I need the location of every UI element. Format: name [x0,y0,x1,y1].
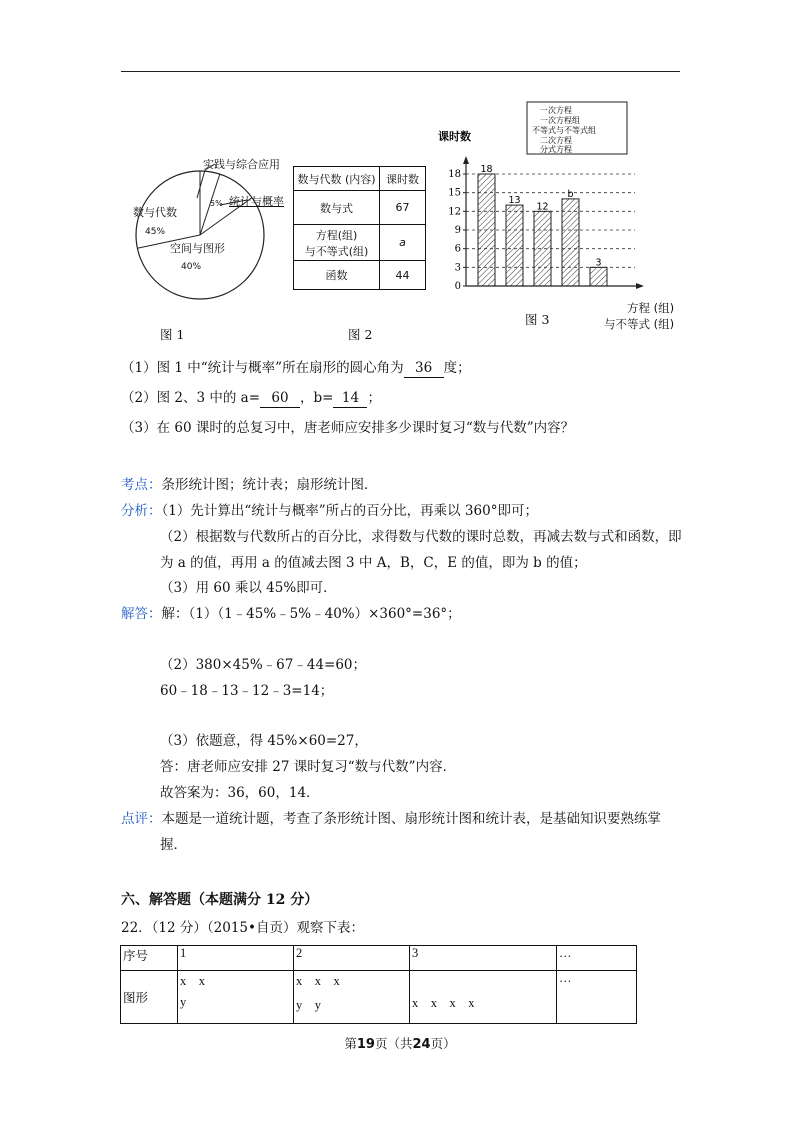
dianping [121,810,661,828]
t22-r2-c2-line2: y y [296,998,322,1012]
bar [562,199,579,286]
dianping-2: 握． [160,837,187,853]
fenxi-label: 分析： [121,503,162,519]
legend-item-5: 分式方程 [540,145,572,154]
q2-a-answer: 60 [260,389,300,408]
pie-label-tongji: 统计与概率 [229,195,284,208]
footer-total-pages: 24 [412,1037,431,1052]
t22-r2-c1-line2: y [180,995,187,1009]
fig2-header-content: 数与代数 (内容) [294,167,380,191]
footer-page-number: 19 [356,1037,375,1052]
chart-xlabel-line1: 方程 (组) [627,301,675,315]
fenxi-1: （1）先计算出“统计与概率”所占的百分比，再乘以 360°即可； [161,503,538,519]
legend-item-4: 二次方程 [540,136,572,145]
t22-r1-label: 序号 [121,946,178,971]
fig2-row3-content: 函数 [294,261,380,290]
legend-item-3: 不等式与不等式组 [532,126,596,135]
bar [506,205,523,286]
jieda-3b: 答：唐老师应安排 27 课时复习“数与代数”内容． [160,759,457,775]
question-2 [121,389,381,408]
jieda [121,605,461,623]
fig2-row2-line1: 方程(组) [315,228,358,242]
fig2-row2-content [294,225,380,261]
fig2-row2-hours: a [380,225,426,261]
legend-item-2: 一次方程组 [540,116,580,125]
pie-pct-kongjian: 40% [181,262,202,272]
t22-r2-c1 [178,971,294,1024]
kaodian-label: 考点： [121,477,162,493]
y-tick-label: 15 [448,187,461,199]
y-tick-label: 6 [454,243,461,255]
fenxi-3: （3）用 60 乘以 45%即可． [160,580,337,596]
kaodian-text: 条形统计图；统计表；扇形统计图． [161,477,378,493]
t22-r1-c4: … [557,946,637,971]
t22-r2-label: 图形 [121,971,178,1024]
t22-r2-c3 [410,971,557,1024]
footer-mid: 页（共 [374,1036,413,1051]
pie-label-kongjian: 空间与图形 [170,242,225,255]
fig2-row3-hours: 44 [380,261,426,290]
t22-r2-c1-line1: x x [180,974,206,988]
question-3: （3）在 60 课时的总复习中，唐老师应安排多少课时复习“数与代数”内容？ [121,420,575,436]
jieda-final: 故答案为：36，60，14． [160,785,320,801]
fig3-caption: 图 3 [525,312,550,327]
t22-r2-c2-line1: x x x [296,974,340,988]
q1-pre: （1）图 1 中“统计与概率”所在扇形的圆心角为 [121,360,404,376]
question-1 [121,359,471,378]
bar-value-label: 18 [480,164,493,175]
y-tick-label: 9 [454,225,461,236]
dianping-label: 点评： [121,811,162,827]
t22-r2-c2 [294,971,410,1024]
pie-label-shijian: 实践与综合应用 [203,158,280,171]
bar-value-label: 3 [595,257,602,269]
dianping-1: 本题是一道统计题，考查了条形统计图、扇形统计图和统计表，是基础知识要熟练掌 [161,811,661,827]
page-footer [0,1034,800,1052]
t22-r1-c2: 2 [294,946,410,971]
y-tick-label: 3 [454,262,461,274]
t22-r2-c4: … [557,971,637,1024]
t22-r2-c3-line1 [412,971,554,987]
bar-value-label: 12 [536,201,549,213]
legend-item-1: 一次方程 [540,106,572,115]
t22-r1-c1: 1 [178,946,294,971]
jieda-label: 解答： [121,606,162,622]
chart-ylabel: 课时数 [438,130,471,143]
y-axis-arrow [463,156,469,164]
header-rule [121,71,680,72]
fig2-row2-line2: 与不等式(组) [304,244,369,258]
fig2-caption: 图 2 [348,327,373,342]
t22-r1-c3: 3 [410,946,557,971]
bar-value-label: b [567,188,574,200]
fenxi [121,502,538,520]
pie-pct-shuyudaishu: 45% [145,227,166,237]
fig2-row1-hours: 67 [380,191,426,225]
q1-answer: 36 [404,359,444,378]
q2-pre: （2）图 2、3 中的 a= [121,390,261,406]
bar-value-label: 13 [508,195,521,207]
fig1-caption: 图 1 [160,327,185,342]
bar [534,211,551,286]
table-22 [120,945,637,1024]
chart-xlabel [604,300,675,332]
fig2-table [293,166,426,290]
pie-label-shuyudaishu: 数与代数 [133,206,177,219]
t22-r2-c3-line2: x x x x [412,996,475,1010]
question-22: 22．（12 分）（2015•自贡）观察下表： [121,920,364,936]
chart-legend [527,102,627,154]
fig2-header-hours: 课时数 [380,167,426,191]
footer-post: 页） [430,1036,456,1051]
jieda-3a: （3）依题意，得 45%×60=27， [160,733,368,749]
y-tick-label: 12 [448,206,461,218]
bar [478,174,495,286]
jieda-2a: （2）380×45%﹣67﹣44=60； [160,657,367,673]
q2-mid: ，b= [300,390,334,406]
kaodian [121,476,378,494]
footer-pre: 第 [344,1036,357,1051]
jieda-1: 解：（1）（1﹣45%﹣5%﹣40%）×360°=36°； [161,606,461,622]
chart-xlabel-line2: 与不等式 (组) [604,317,675,331]
x-axis-arrow [636,283,644,289]
q2-post: ； [367,390,381,406]
fenxi-2a: （2）根据数与代数所占的百分比，求得数与代数的课时总数，再减去数与式和函数，即 [160,529,682,545]
q1-post: 度； [443,360,471,376]
bar [590,267,607,286]
pie-pct-shijian: 5% [210,199,223,208]
q2-b-answer: 14 [333,389,367,408]
fig2-row1-content: 数与式 [294,191,380,225]
section-6-title: 六、解答题（本题满分 12 分） [121,892,319,908]
jieda-2b: 60﹣18﹣13﹣12﹣3=14； [160,683,334,699]
y-tick-label: 0 [454,281,461,292]
y-tick-label: 18 [448,169,461,180]
fenxi-2b: 为 a 的值，再用 a 的值减去图 3 中 A，B，C，E 的值，即为 b 的值； [160,555,587,571]
